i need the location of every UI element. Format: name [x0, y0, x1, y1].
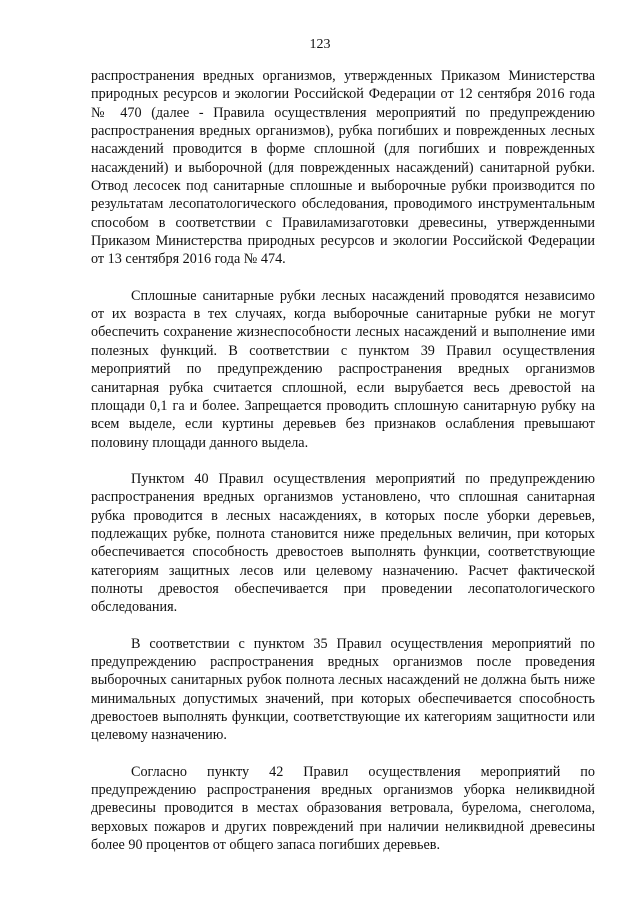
paragraph: Согласно пункту 42 Правил осуществления мероприятий по предупреждению распространения вредных организмов уборка неликвидной древесины проводится в местах образования ветровала, бурелома, снеголома, верховых пожаров и других повреждений при наличии неликвидной древесины более 90 процентов от общего запаса погибших деревьев. [91, 763, 595, 854]
paragraph: Сплошные санитарные рубки лесных насаждений проводятся независимо от их возраста в тех случаях, когда выборочные санитарные рубки не могут обеспечить сохранение жизнеспособности лесных насаждений и выполнение ими полезных функций. В соответствии с пунктом 39 Правил осуществления мероприятий по предупреждению распространения вредных организмов санитарная рубка считается сплошной, если вырубается весь древостой на площади 0,1 га и более. Запрещается проводить сплошную санитарную рубку на всем выделе, если куртины деревьев без признаков ослабления превышают половину площади данного выдела. [91, 287, 595, 451]
paragraph: распространения вредных организмов, утвержденных Приказом Министерства природных ресурсов и экологии Российской Федерации от 12 сентября 2016 года № 470 (далее - Правила осуществления мероприятий по предупреждению распространения вредных организмов), рубка погибших и поврежденных лесных насаждений проводится в форме сплошной (для погибших и поврежденных насаждений) и выборочной (для поврежденных насаждений) санитарной рубки. Отвод лесосек под санитарные сплошные и выборочные рубки производится по результатам лесопатологического обследования, проводимого инструментальным способом в соответствии с Правиламизаготовки древесины, утвержденными Приказом Министерства природных ресурсов и экологии Российской Федерации от 13 сентября 2016 года № 474. [91, 68, 595, 268]
document-body [91, 67, 595, 854]
paragraph: Пунктом 40 Правил осуществления мероприятий по предупреждению распространения вредных организмов установлено, что сплошная санитарная рубка проводится в лесных насаждениях, в которых после уборки деревьев, подлежащих рубке, полнота становится ниже предельных величин, при которых обеспечивается способность древостоев выполнять функции, соответствующие категориям защитных лесов или целевому назначению. Расчет фактической полноты древостоя обеспечивается при проведении лесопатологического обследования. [91, 470, 595, 616]
paragraph: В соответствии с пунктом 35 Правил осуществления мероприятий по предупреждению распространения вредных организмов после проведения выборочных санитарных рубок полнота лесных насаждений не должна быть ниже минимальных допустимых значений, при которых обеспечивается способность древостоев выполнять функции, соответствующие их категориям защитности или целевому назначению. [91, 635, 595, 744]
page-number: 123 [309, 37, 331, 52]
